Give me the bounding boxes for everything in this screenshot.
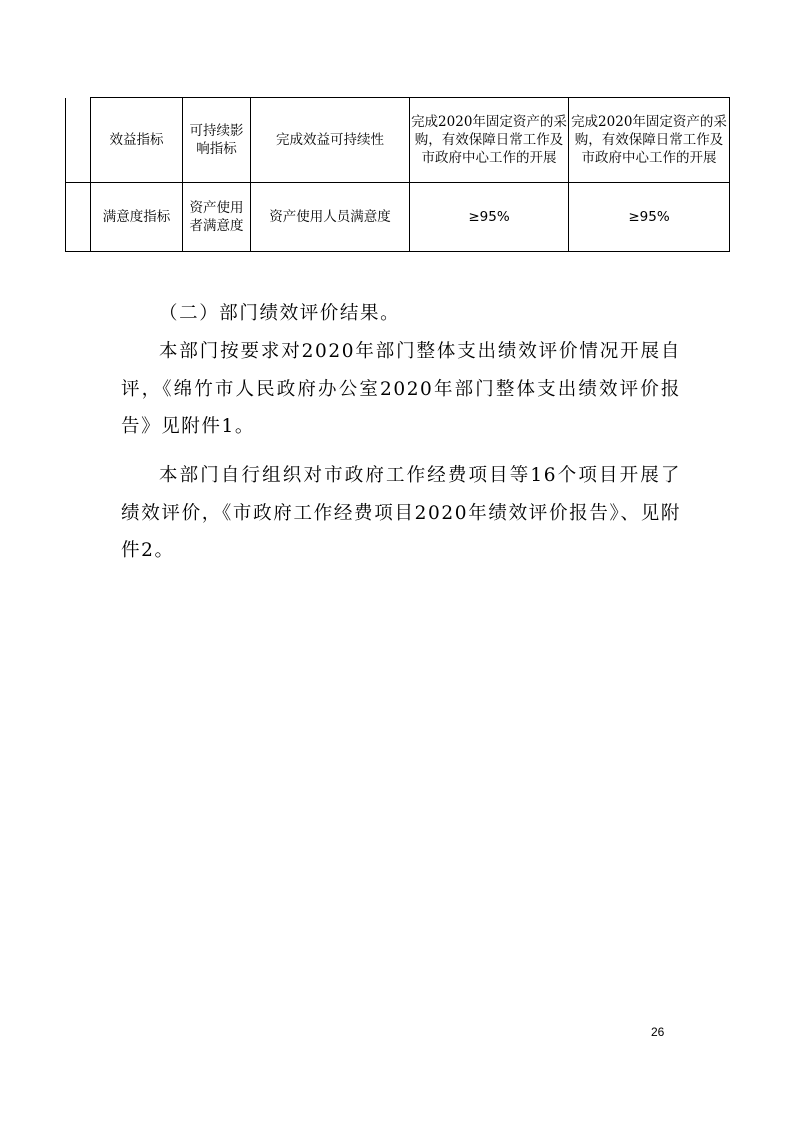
target-value-cell: ≥95% <box>410 183 569 252</box>
page-number: 26 <box>651 1025 665 1039</box>
indicator-level2-cell: 资产使用者满意度 <box>183 183 251 252</box>
indicator-level3-cell: 资产使用人员满意度 <box>251 183 410 252</box>
paragraph-text: 本部门按要求对2020年部门整体支出绩效评价情况开展自评，《绵竹市人民政府办公室2020年部门整体支出绩效评价报告》见附件1。 <box>121 341 681 437</box>
table-cell-blank <box>66 98 91 183</box>
performance-indicator-table <box>65 97 730 252</box>
paragraph-text: 本部门自行组织对市政府工作经费项目等16个项目开展了绩效评价，《市政府工作经费项目2020年绩效评价报告》、见附件2。 <box>121 465 681 561</box>
table-row <box>66 183 730 252</box>
indicator-level1-cell: 满意度指标 <box>91 183 183 252</box>
indicator-level1-cell: 效益指标 <box>91 98 183 183</box>
indicator-level2-cell: 可持续影响指标 <box>183 98 251 183</box>
table-row <box>66 98 730 183</box>
actual-value-cell: ≥95% <box>569 183 730 252</box>
section-heading: （二）部门绩效评价结果。 <box>159 303 401 324</box>
paragraph-self-evaluation <box>121 333 681 446</box>
paragraph-project-evaluation <box>121 457 681 570</box>
target-value-cell: 完成2020年固定资产的采购，有效保障日常工作及市政府中心工作的开展 <box>410 98 569 183</box>
actual-value-cell: 完成2020年固定资产的采购，有效保障日常工作及市政府中心工作的开展 <box>569 98 730 183</box>
table-cell-blank <box>66 183 91 252</box>
indicator-level3-cell: 完成效益可持续性 <box>251 98 410 183</box>
